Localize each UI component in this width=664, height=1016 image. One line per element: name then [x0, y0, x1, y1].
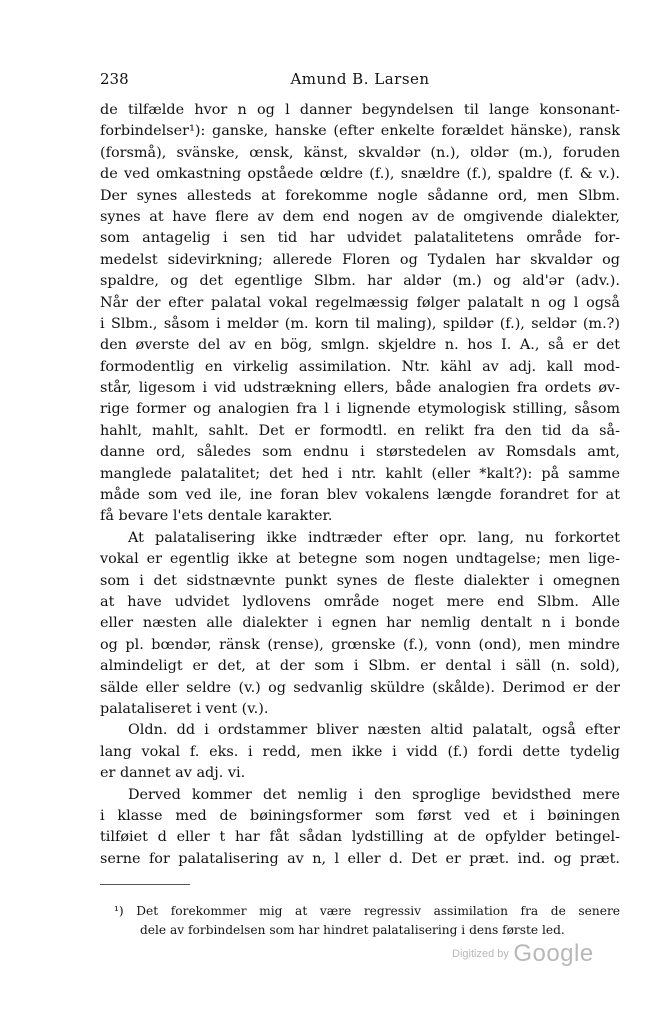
- body-text: [100, 100, 620, 870]
- running-title: Amund B. Larsen: [290, 70, 430, 88]
- text-line: vokal er egentlig ikke at betegne som nogen undtagelse; men lige-: [100, 551, 620, 568]
- text-line: er dannet av adj. vi.: [100, 765, 246, 782]
- text-line: synes at have flere av dem end nogen av de omgivende dialekter,: [100, 208, 620, 225]
- text-line: de ved omkastning opståede œldre (f.), snældre (f.), spaldre (f. & v.).: [100, 166, 620, 183]
- text-line: i klasse med de bøiningsformer som først ved et i bøiningen: [100, 807, 620, 824]
- footnote-line: ¹) Det forekommer mig at være regressiv assimilation fra de senere: [114, 904, 620, 918]
- text-line: At palatalisering ikke indtræder efter opr. lang, nu forkortet: [128, 529, 620, 546]
- text-line: Der synes allesteds at forekomme nogle sådanne ord, men Slbm.: [100, 187, 620, 204]
- text-line: få bevare l'ets dentale karakter.: [100, 508, 333, 525]
- text-line: medelst sidevirkning; allerede Floren og Tydalen har skvaldər og: [100, 251, 620, 268]
- text-line: de tilfælde hvor n og l danner begyndelsen til lange konsonant-: [100, 102, 620, 118]
- text-line: står, ligesom i vid udstrækning ellers, både analogien fra ordets øv-: [100, 380, 620, 397]
- text-line: (forsmå), svänske, œnsk, känst, skvaldər (n.), ʊldər (m.), foruden: [100, 144, 620, 161]
- text-line: danne ord, således som endnu i størstedelen av Romsdals amt,: [100, 444, 620, 461]
- text-line: tilføiet d eller t har fåt sådan lydstilling at de opfylder betingel-: [100, 829, 620, 846]
- text-line: serne for palatalisering av n, l eller d. Det er præt. ind. og præt.: [100, 850, 620, 867]
- page-number: 238: [100, 70, 129, 88]
- footnote-line: dele av forbindelsen som har hindret palatalisering i dens første led.: [140, 923, 565, 937]
- text-line: som antagelig i sen tid har udvidet palatalitetens område for-: [100, 230, 620, 247]
- text-line: lang vokal f. eks. i redd, men ikke i vidd (f.) fordi dette tydelig: [100, 743, 620, 760]
- text-line: manglede palatalitet; det hed i ntr. kahlt (eller *kalt?): på samme: [100, 465, 620, 482]
- watermark-prefix: Digitized by: [452, 948, 509, 960]
- text-line: hahlt, mahlt, sahlt. Det er formodtl. en relikt fra den tid da så-: [100, 422, 620, 439]
- text-line: palataliseret i vent (v.).: [100, 700, 269, 717]
- text-line: den øverste del av en bög, smlgn. skjeldre n. hos I. A., så er det: [100, 337, 620, 354]
- text-line: Når der efter palatal vokal regelmæssig følger palatalt n og l også: [100, 294, 620, 311]
- text-line: måde som ved ile, ine foran blev vokalens længde forandret for at: [100, 487, 620, 504]
- text-line: eller næsten alle dialekter i egnen har nemlig dentalt n i bonde: [100, 615, 620, 632]
- text-line: og pl. bœndər, ränsk (rense), grœnske (f.), vonn (ond), men mindre: [100, 636, 620, 653]
- text-line: at have udvidet lydlovens område noget mere end Slbm. Alle: [100, 593, 620, 610]
- footnote: [100, 902, 620, 940]
- digitized-watermark: [452, 940, 622, 976]
- google-logo: Google: [513, 940, 594, 967]
- footnote-divider: [100, 884, 190, 885]
- text-line: spaldre, og det egentlige Slbm. har aldər (m.) og ald'ər (adv.).: [100, 273, 620, 290]
- text-line: rige former og analogien fra l i lignende etymologisk stilling, såsom: [100, 401, 620, 418]
- text-line: formodentlig en virkelig assimilation. Ntr. kähl av adj. kall mod-: [100, 358, 620, 375]
- page-header: [100, 70, 620, 92]
- text-line: Oldn. dd i ordstammer bliver næsten altid palatalt, også efter: [128, 722, 620, 739]
- text-line: almindeligt er det, at der som i Slbm. er dental i säll (n. sold),: [100, 658, 620, 675]
- text-line: forbindelser¹): ganske, hanske (efter enkelte forældet hänske), ransk: [100, 123, 620, 140]
- text-line: som i det sidstnævnte punkt synes de fleste dialekter i omegnen: [100, 572, 620, 589]
- text-line: Derved kommer det nemlig i den sproglige bevidsthed mere: [128, 786, 620, 803]
- text-line: i Slbm., såsom i meldər (m. korn til maling), spildər (f.), seldər (m.?): [100, 315, 620, 332]
- text-line: sälde eller seldre (v.) og sedvanlig sküldre (skålde). Derimod er der: [100, 679, 620, 696]
